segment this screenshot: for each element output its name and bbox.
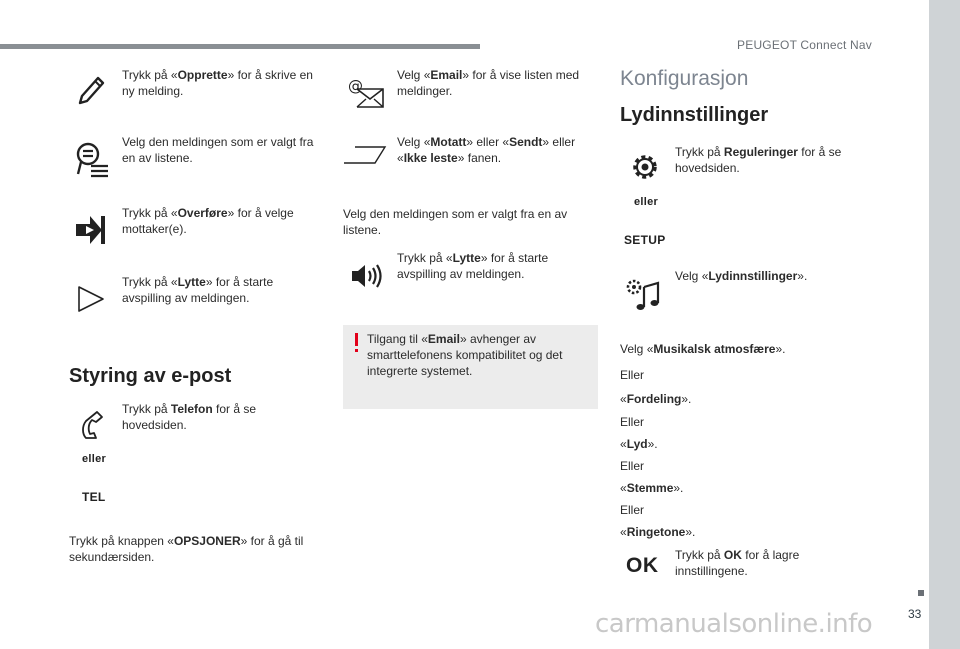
page-marker bbox=[918, 590, 924, 596]
eller-label-2: eller bbox=[634, 196, 659, 208]
tabs-text: Velg «Motatt» eller «Sendt» eller «Ikke leste» fanen. bbox=[397, 135, 576, 165]
voice-option: «Stemme». bbox=[620, 481, 684, 495]
page-number: 33 bbox=[908, 607, 922, 621]
ringtone-option: «Ringetone». bbox=[620, 525, 696, 539]
eller-label: eller bbox=[82, 453, 107, 465]
listen-text-2: Trykk på «Lytte» for å starte avspilling av meldingen. bbox=[397, 251, 549, 281]
tel-button-label: TEL bbox=[82, 490, 106, 504]
settings-text: Trykk på Reguleringer for å se hovedsiden. bbox=[675, 145, 842, 175]
ok-text: Trykk på OK for å lagre innstillingene. bbox=[675, 548, 800, 578]
music-ambience-text: Velg «Musikalsk atmosfære». bbox=[620, 342, 786, 356]
email-text: Velg «Email» for å vise listen med meldinger. bbox=[397, 68, 580, 98]
select-message-text-2: Velg den meldingen som er valgt fra en av listene. bbox=[343, 207, 568, 237]
listen-text: Trykk på «Lytte» for å starte avspilling av meldingen. bbox=[122, 275, 274, 305]
svg-text:@: @ bbox=[348, 77, 363, 95]
gear-icon bbox=[630, 152, 660, 182]
forward-text: Trykk på «Overføre» for å velge mottaker(e). bbox=[122, 206, 294, 236]
pencil-icon bbox=[76, 73, 106, 107]
music-settings-icon bbox=[624, 277, 662, 313]
distribution-option: «Fordeling». bbox=[620, 392, 692, 406]
config-title: Konfigurasjon bbox=[620, 67, 749, 90]
select-message-text: Velg den meldingen som er valgt fra en av listene. bbox=[122, 135, 314, 165]
forward-icon bbox=[74, 214, 106, 246]
phone-icon bbox=[80, 410, 106, 440]
or-label: Eller bbox=[620, 503, 645, 517]
options-text: Trykk på knappen «OPSJONER» for å gå til sekundærsiden. bbox=[69, 534, 304, 564]
create-message-text: Trykk på «Opprette» for å skrive en ny melding. bbox=[122, 68, 313, 98]
note-text: Tilgang til «Email» avhenger av smarttelefonens kompatibilitet og det integrerte systemet. bbox=[367, 332, 563, 378]
watermark: carmanualsonline.info bbox=[595, 609, 873, 639]
sound-option: «Lyd». bbox=[620, 437, 658, 451]
setup-button-label: SETUP bbox=[624, 233, 666, 247]
email-heading: Styring av e-post bbox=[69, 365, 232, 387]
page-sidebar bbox=[929, 0, 960, 649]
sound-settings-heading: Lydinnstillinger bbox=[620, 104, 769, 126]
tab-icon bbox=[343, 145, 387, 165]
header-bar bbox=[0, 44, 480, 49]
play-icon bbox=[76, 284, 106, 314]
or-label: Eller bbox=[620, 415, 645, 429]
warning-icon bbox=[353, 333, 361, 353]
message-list-icon bbox=[74, 140, 110, 178]
or-label: Eller bbox=[620, 459, 645, 473]
ok-button-label: OK bbox=[626, 554, 659, 577]
sound-settings-text: Velg «Lydinnstillinger». bbox=[675, 269, 808, 283]
or-label: Eller bbox=[620, 368, 645, 382]
manual-title: PEUGEOT Connect Nav bbox=[737, 38, 872, 52]
email-icon bbox=[347, 75, 385, 109]
phone-text: Trykk på Telefon for å se hovedsiden. bbox=[122, 402, 257, 432]
speaker-icon bbox=[350, 262, 384, 290]
